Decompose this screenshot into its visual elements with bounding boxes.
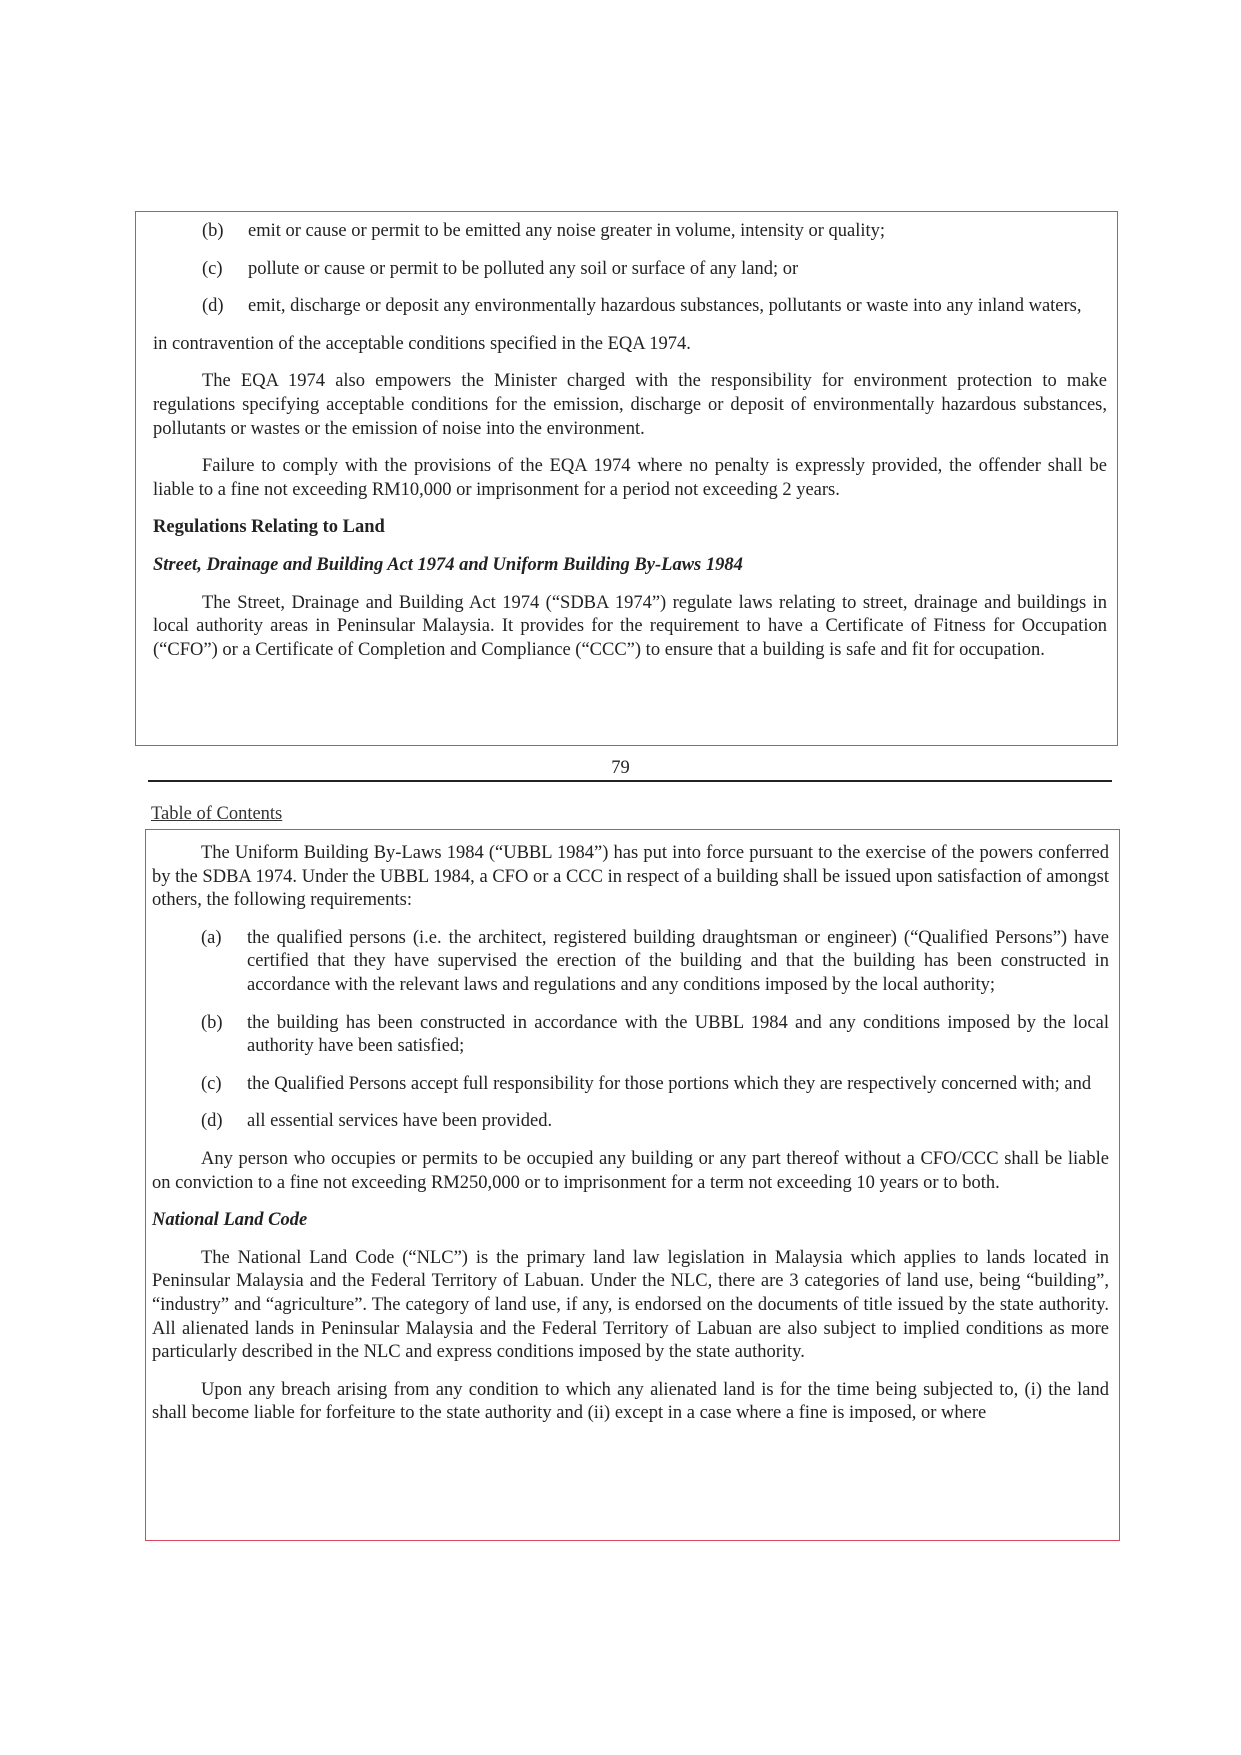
item-label: (d) [201, 1111, 223, 1132]
page-number: 79 [611, 758, 630, 778]
paragraph: Any person who occupies or permits to be occupied any building or any part thereof without a CFO/CCC shall be liable on conviction to a fine not exceeding RM250,000 or to imprisonment for a term not exceeding 10 years or to both. [152, 1148, 1109, 1193]
item-text: the building has been constructed in accordance with the UBBL 1984 and any conditions imposed by the local authority have been satisfied; [247, 1012, 1109, 1057]
paragraph: in contravention of the acceptable conditions specified in the EQA 1974. [153, 333, 691, 354]
list-item [153, 295, 1107, 319]
item-text: emit or cause or permit to be emitted any noise greater in volume, intensity or quality; [248, 221, 886, 241]
section-heading: Regulations Relating to Land [153, 517, 385, 538]
paragraph: The Street, Drainage and Building Act 1974 (“SDBA 1974”) regulate laws relating to street, drainage and buildings in local authority areas in Peninsular Malaysia. It provides for the requirement to have a Certificate of Fitness for Occupation (“CFO”) or a Certificate of Completion and Compliance (“CCC”) to ensure that a building is safe and fit for occupation. [153, 592, 1107, 660]
paragraph: The National Land Code (“NLC”) is the primary land law legislation in Malaysia which applies to lands located in Peninsular Malaysia and the Federal Territory of Labuan. Under the NLC, there are 3 categories of land use, being “building”, “industry” and “agriculture”. The category of land use, if any, is endorsed on the documents of title issued by the state authority. All alienated lands in Peninsular Malaysia and the Federal Territory of Labuan are also subject to implied conditions as more particularly described in the NLC and express conditions imposed by the state authority. [152, 1247, 1109, 1363]
paragraph: Upon any breach arising from any condition to which any alienated land is for the time being subjected to, (i) the land shall become liable for forfeiture to the state authority and (ii) except in a case where a fine is imposed, or where [152, 1379, 1109, 1424]
page-divider [148, 780, 1112, 782]
list-item [152, 1073, 1109, 1097]
item-text: the qualified persons (i.e. the architect, registered building draughtsman or engineer) (“Qualified Persons”) have certified that they have supervised the erection of the building and that the building has been constructed in accordance with the relevant laws and regulations and any conditions imposed by the local authority; [247, 927, 1109, 995]
item-label: (d) [202, 296, 224, 317]
item-text: emit, discharge or deposit any environmentally hazardous substances, pollutants or waste into any inland waters, [248, 296, 1082, 317]
highlight-box-section-2 [145, 829, 1120, 1541]
section-subheading: National Land Code [152, 1210, 308, 1231]
highlight-box-section-1 [135, 211, 1118, 746]
table-of-contents-link[interactable]: Table of Contents [151, 804, 283, 824]
item-text: all essential services have been provided. [247, 1111, 553, 1132]
item-label: (a) [201, 927, 222, 948]
list-item [152, 1110, 1109, 1134]
item-text: the Qualified Persons accept full responsibility for those portions which they are respectively concerned with; and [247, 1073, 1092, 1094]
section-subheading: Street, Drainage and Building Act 1974 and Uniform Building By-Laws 1984 [153, 554, 743, 575]
list-item [153, 220, 1107, 244]
list-item [153, 258, 1107, 282]
item-label: (c) [202, 258, 223, 279]
item-label: (b) [201, 1012, 223, 1033]
item-label: (c) [201, 1073, 222, 1094]
list-item [152, 1012, 1109, 1059]
item-text: pollute or cause or permit to be polluted any soil or surface of any land; or [248, 258, 799, 279]
paragraph: The Uniform Building By-Laws 1984 (“UBBL 1984”) has put into force pursuant to the exercise of the powers conferred by the SDBA 1974. Under the UBBL 1984, a CFO or a CCC in respect of a building shall be issued upon satisfaction of amongst others, the following requirements: [152, 843, 1109, 911]
paragraph: The EQA 1974 also empowers the Minister charged with the responsibility for environment protection to make regulations specifying acceptable conditions for the emission, discharge or deposit of environmentally hazardous substances, pollutants or wastes or the emission of noise into the environment. [153, 371, 1107, 439]
list-item [152, 927, 1109, 998]
item-label: (b) [202, 221, 224, 241]
paragraph: Failure to comply with the provisions of the EQA 1974 where no penalty is expressly provided, the offender shall be liable to a fine not exceeding RM10,000 or imprisonment for a period not exceeding 2 years. [153, 456, 1107, 500]
